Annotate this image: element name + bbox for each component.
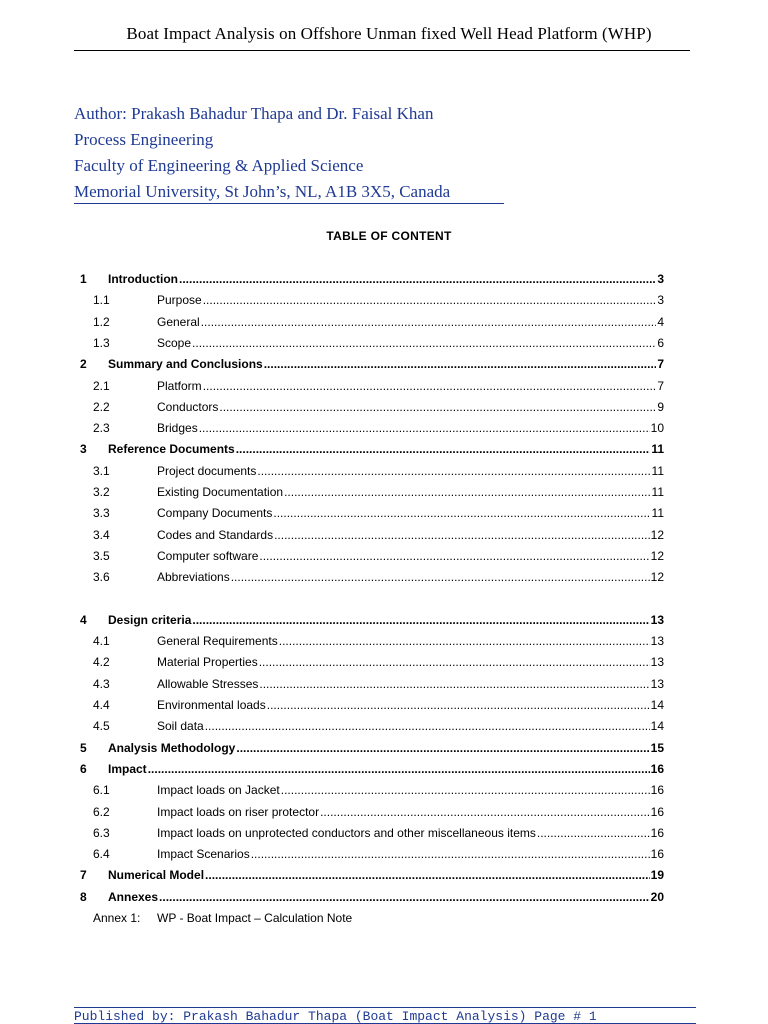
toc-entry-number: Annex 1:: [93, 911, 141, 925]
toc-dot-leader: [264, 354, 657, 374]
toc-entry-page: 16: [650, 825, 664, 840]
toc-entry-body: [108, 354, 664, 374]
toc-entry-page: 11: [651, 485, 664, 499]
toc-entry-page: 7: [657, 357, 664, 372]
toc-entry[interactable]: [0, 652, 768, 672]
toc-entry-number: 3.6: [93, 570, 110, 585]
toc-entry[interactable]: [0, 503, 768, 523]
toc-entry-body: [157, 482, 664, 502]
toc-entry-page: 3: [657, 293, 664, 308]
toc-dot-leader: [205, 716, 650, 736]
toc-entry-body: [157, 525, 664, 545]
toc-dot-leader: [205, 865, 650, 885]
toc-entry-label: Material Properties: [157, 655, 258, 670]
toc-dot-leader: [236, 738, 649, 758]
toc-entry-label: Impact Scenarios: [157, 847, 250, 862]
toc-entry-number: 3.1: [93, 463, 110, 478]
toc-entry-number: 6.1: [93, 783, 110, 798]
author-divider: [74, 203, 504, 204]
toc-dot-leader: [281, 780, 650, 800]
toc-entry-label: General: [157, 314, 200, 329]
toc-entry-number: 6.2: [93, 804, 110, 819]
toc-entry[interactable]: [0, 376, 768, 396]
toc-entry-label: Impact loads on unprotected conductors and other miscellaneous items: [157, 825, 536, 840]
toc-entry[interactable]: [0, 397, 768, 417]
toc-entry[interactable]: [0, 418, 768, 438]
toc-entry-page: 6: [657, 335, 664, 350]
toc-entry-page: 14: [650, 698, 664, 712]
toc-dot-leader: [279, 631, 650, 651]
toc-dot-leader: [201, 312, 657, 332]
author-block: [74, 101, 534, 205]
toc-entry-label: Analysis Methodology: [108, 740, 236, 755]
toc-entry-number: 8: [80, 889, 87, 904]
toc-entry-page: 3: [657, 272, 664, 286]
toc-dot-leader: [148, 759, 650, 779]
toc-entry-number: 2.3: [93, 421, 110, 436]
toc-entry[interactable]: [0, 674, 768, 694]
toc-entry-page: 12: [650, 548, 664, 563]
toc-entry-number: 3.2: [93, 485, 110, 499]
toc-dot-leader: [236, 439, 651, 459]
toc-entry-page: 12: [650, 570, 664, 585]
toc-entry-page: 11: [651, 506, 664, 521]
toc-entry-number: 3.5: [93, 548, 110, 563]
toc-entry-body: [157, 674, 664, 694]
toc-entry-label: Impact loads on riser protector: [157, 804, 320, 819]
toc-dot-leader: [159, 887, 650, 907]
toc-entry-body: [157, 312, 664, 332]
toc-entry-label: Bridges: [157, 421, 198, 436]
toc-entry-number: 6.4: [93, 847, 110, 862]
toc-dot-leader: [179, 269, 656, 289]
toc-entry-page: 19: [650, 868, 664, 883]
toc-entry[interactable]: [0, 631, 768, 651]
document-header-title: Boat Impact Analysis on Offshore Unman fixed Well Head Platform (WHP): [126, 24, 652, 43]
toc-entry[interactable]: [0, 546, 768, 566]
toc-entry-label: Impact loads on Jacket: [157, 783, 280, 798]
toc-entry[interactable]: [0, 865, 768, 885]
toc-entry-number: 4: [80, 612, 87, 627]
toc-entry[interactable]: [0, 887, 768, 907]
toc-entry-body: [157, 461, 664, 481]
toc-dot-leader: [273, 503, 650, 523]
toc-entry-label: Company Documents: [157, 506, 273, 521]
toc-entry-number: 2.2: [93, 399, 110, 414]
toc-entry-label: Allowable Stresses: [157, 676, 259, 691]
toc-entry-number: 1.1: [93, 293, 110, 308]
toc-entry-body: [157, 333, 664, 353]
toc-entry-body: [108, 610, 664, 630]
toc-entry[interactable]: [0, 567, 768, 587]
toc-entry-body: [157, 546, 664, 566]
toc-entry-body: [108, 759, 664, 779]
toc-entry[interactable]: [0, 759, 768, 779]
toc-entry[interactable]: [0, 716, 768, 736]
department-line: Process Engineering: [74, 130, 214, 149]
toc-entry-label: Reference Documents: [108, 442, 235, 457]
toc-dot-leader: [537, 823, 650, 843]
toc-entry[interactable]: [0, 802, 768, 822]
toc-entry-body: [157, 844, 664, 864]
toc-dot-leader: [259, 546, 649, 566]
toc-dot-leader: [192, 333, 656, 353]
toc-dot-leader: [203, 290, 657, 310]
toc-entry-page: 13: [650, 676, 664, 691]
toc-entry-number: 4.3: [93, 676, 110, 691]
author-line: Author: Prakash Bahadur Thapa and Dr. Faisal Khan: [74, 104, 434, 123]
faculty-line: Faculty of Engineering & Applied Science: [74, 156, 364, 175]
toc-entry-label: Abbreviations: [157, 570, 230, 585]
toc-entry-page: 13: [650, 655, 664, 670]
toc-entry-number: 3: [80, 442, 87, 457]
toc-dot-leader: [199, 418, 650, 438]
toc-entry-page: 16: [650, 761, 664, 776]
toc-entry-body: [157, 631, 664, 651]
toc-entry-page: 11: [651, 463, 664, 478]
toc-entry-body: [157, 695, 664, 715]
toc-entry-page: 9: [657, 399, 664, 414]
toc-entry-body: [157, 397, 664, 417]
toc-entry-page: 20: [650, 889, 664, 904]
toc-entry[interactable]: [0, 780, 768, 800]
toc-entry-body: [108, 439, 664, 459]
toc-entry-label: Design criteria: [108, 612, 192, 627]
toc-entry-page: 12: [650, 527, 664, 542]
toc-entry-number: 5: [80, 740, 87, 755]
toc-entry[interactable]: [0, 461, 768, 481]
toc-entry-number: 2.1: [93, 378, 110, 393]
toc-dot-leader: [203, 376, 657, 396]
header-divider: [74, 50, 690, 51]
toc-entry-page: 10: [650, 421, 664, 436]
toc-entry-label: Existing Documentation: [157, 485, 284, 499]
toc-entry-number: 4.4: [93, 698, 110, 712]
toc-entry-label: WP - Boat Impact – Calculation Note: [157, 911, 353, 925]
toc-entry[interactable]: [0, 312, 768, 332]
toc-entry-body: [157, 290, 664, 310]
toc-entry-label: Computer software: [157, 548, 259, 563]
toc-entry-label: Scope: [157, 335, 192, 350]
toc-entry-label: Numerical Model: [108, 868, 205, 883]
toc-entry-page: 13: [650, 634, 664, 649]
toc-entry-body: [108, 738, 664, 758]
toc-entry-body: [108, 887, 664, 907]
toc-dot-leader: [231, 567, 650, 587]
toc-entry[interactable]: [0, 823, 768, 843]
toc-dot-leader: [320, 802, 650, 822]
toc-entry-number: 3.4: [93, 527, 110, 542]
toc-title: TABLE OF CONTENT: [326, 229, 452, 243]
toc-dot-leader: [219, 397, 656, 417]
toc-entry-body: [157, 716, 664, 736]
toc-dot-leader: [251, 844, 650, 864]
toc-entry-number: 2: [80, 357, 87, 372]
toc-entry-number: 4.1: [93, 634, 110, 649]
toc-dot-leader: [259, 674, 649, 694]
toc-entry-label: Conductors: [157, 399, 219, 414]
toc-entry-page: 16: [650, 783, 664, 798]
toc-entry[interactable]: [0, 610, 768, 630]
toc-entry-label: Annexes: [108, 889, 159, 904]
toc-entry-body: [157, 567, 664, 587]
toc-entry-body: [157, 652, 664, 672]
toc-entry-body: [157, 418, 664, 438]
toc-entry-number: 1: [80, 272, 87, 286]
toc-entry-label: Environmental loads: [157, 698, 266, 712]
toc-dot-leader: [192, 610, 649, 630]
toc-entry-body: [108, 269, 664, 289]
toc-entry[interactable]: [0, 269, 768, 289]
university-line: Memorial University, St John’s, NL, A1B 3X5, Canada: [74, 182, 451, 201]
toc-entry[interactable]: [0, 738, 768, 758]
toc-entry-page: 16: [650, 847, 664, 862]
toc-entry-number: 7: [80, 868, 87, 883]
toc-entry-body: [157, 802, 664, 822]
toc-entry-label: Soil data: [157, 719, 204, 734]
toc-entry[interactable]: [0, 844, 768, 864]
toc-entry-label: Impact: [108, 761, 147, 776]
toc-entry-label: Project documents: [157, 463, 257, 478]
toc-entry[interactable]: [0, 439, 768, 459]
toc-entry-page: 7: [657, 378, 664, 393]
toc-entry-number: 3.3: [93, 506, 110, 521]
toc-entry-page: 11: [651, 442, 664, 457]
toc-entry-page: 15: [650, 740, 664, 755]
toc-entry[interactable]: [0, 333, 768, 353]
toc-dot-leader: [284, 482, 650, 502]
toc-entry[interactable]: [0, 482, 768, 502]
toc-entry-number: 1.3: [93, 335, 110, 350]
toc-entry-number: 6: [80, 761, 87, 776]
toc-entry-label: Purpose: [157, 293, 202, 308]
toc-entry[interactable]: [0, 525, 768, 545]
toc-entry-number: 4.5: [93, 719, 110, 734]
toc-entry[interactable]: [0, 354, 768, 374]
toc-entry-label: Platform: [157, 378, 202, 393]
toc-entry-body: [157, 908, 664, 928]
toc-entry-body: [157, 823, 664, 843]
toc-dot-leader: [257, 461, 650, 481]
toc-entry-label: Introduction: [108, 272, 178, 286]
toc-entry-label: Summary and Conclusions: [108, 357, 263, 372]
toc-dot-leader: [274, 525, 650, 545]
toc-entry-label: General Requirements: [157, 634, 278, 649]
toc-entry-page: 16: [650, 804, 664, 819]
toc-entry-label: Codes and Standards: [157, 527, 274, 542]
toc-entry-number: 6.3: [93, 825, 110, 840]
toc-entry-body: [108, 865, 664, 885]
toc-dot-leader: [259, 652, 650, 672]
toc-entry-body: [157, 503, 664, 523]
toc-entry-page: 4: [657, 314, 664, 329]
toc-entry[interactable]: [0, 908, 768, 928]
toc-dot-leader: [267, 695, 650, 715]
toc-entry-page: 14: [650, 719, 664, 734]
page-footer: Published by: Prakash Bahadur Thapa (Boat Impact Analysis) Page # 1: [74, 1007, 696, 1024]
toc-entry-body: [157, 780, 664, 800]
toc-entry-page: 13: [650, 612, 664, 627]
toc-entry-number: 4.2: [93, 655, 110, 670]
toc-entry[interactable]: [0, 695, 768, 715]
toc-entry[interactable]: [0, 290, 768, 310]
toc-entry-number: 1.2: [93, 314, 110, 329]
toc-entry-body: [157, 376, 664, 396]
